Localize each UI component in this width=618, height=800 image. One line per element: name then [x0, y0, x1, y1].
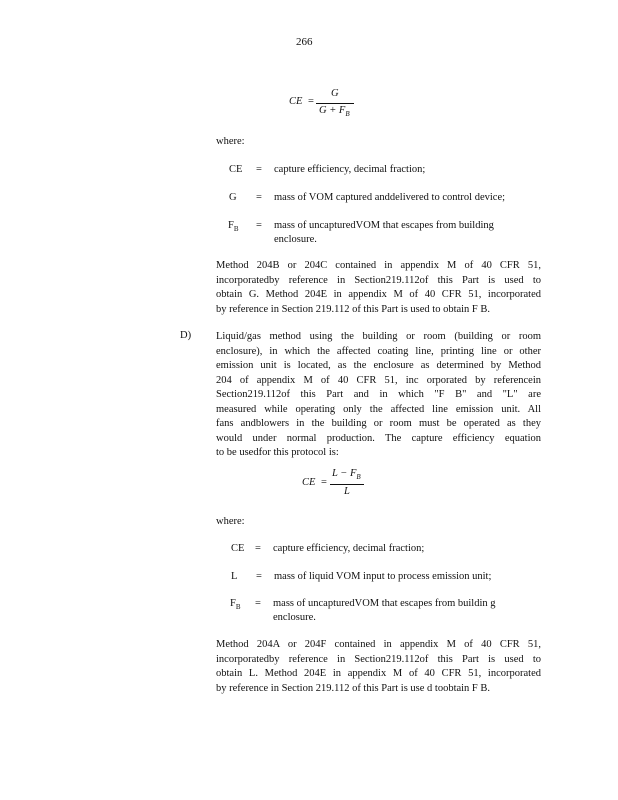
- def-text: mass of liquid VOM input to process emission unit;: [274, 571, 492, 582]
- fraction-bar: [316, 103, 354, 104]
- def-symbol: CE: [229, 164, 243, 175]
- def-equals: =: [256, 571, 262, 582]
- def-symbol: G: [229, 192, 237, 203]
- text-line: measured while operating only the affected line emission unit. All: [216, 403, 541, 415]
- text-line: enclosure), in which the affected coating line, printing line or other: [216, 345, 541, 357]
- def-equals: =: [256, 220, 262, 231]
- page-number: 266: [296, 36, 313, 48]
- def-symbol: $F_B$: [228, 220, 239, 234]
- def-symbol: L: [231, 571, 238, 582]
- formula-equals: =: [308, 96, 314, 107]
- formula-numerator: $L - F_B$: [332, 468, 361, 482]
- text-line: Method 204A or 204F contained in appendix M of 40 CFR 51,: [216, 639, 541, 650]
- item-label-d: D): [180, 330, 192, 341]
- text-line: emission unit is located, as the enclosure as determined by Method: [216, 360, 541, 371]
- def-symbol: $F_B$: [230, 598, 241, 612]
- def-text: mass of VOM captured anddelivered to control device;: [274, 192, 506, 203]
- text-line: by reference in Section 219.112 of this Part is used to obtain F B.: [216, 303, 491, 315]
- text-line: by reference in Section 219.112 of this Part is use d toobtain F B.: [216, 682, 491, 694]
- text-line: Method 204B or 204C contained in appendix M of 40 CFR 51,: [216, 260, 541, 271]
- method-paragraph-1: [216, 259, 541, 317]
- def-text: capture efficiency, decimal fraction;: [273, 543, 425, 554]
- formula-lhs: CE: [302, 477, 316, 488]
- def-text: enclosure.: [273, 612, 316, 623]
- def-text: enclosure.: [274, 234, 317, 245]
- def-symbol: CE: [231, 543, 245, 554]
- formula-denominator: L: [344, 486, 350, 497]
- formula-lhs: CE: [289, 96, 303, 107]
- where-label: where:: [216, 136, 245, 147]
- formula-numerator: G: [331, 88, 339, 99]
- capture-efficiency-formula-2: [300, 468, 380, 502]
- where-label: where:: [216, 516, 245, 527]
- def-equals: =: [256, 192, 262, 203]
- text-line: 204 of appendix M of 40 CFR 51, inc orporated by referencein: [216, 374, 541, 386]
- text-line: incorporatedby reference in Section219.112of this Part is used to: [216, 653, 541, 665]
- def-text: mass of uncapturedVOM that escapes from buildin g: [273, 598, 496, 609]
- text-line: to be usedfor this protocol is:: [216, 447, 339, 458]
- def-text: mass of uncapturedVOM that escapes from building: [274, 220, 494, 231]
- def-equals: =: [256, 164, 262, 175]
- def-equals: =: [255, 543, 261, 554]
- text-line: Section219.112of this Part and in which "F B" and "L" are: [216, 389, 541, 400]
- def-text: capture efficiency, decimal fraction;: [274, 164, 426, 175]
- text-line: Liquid/gas method using the building or room (building or room: [216, 331, 541, 342]
- liquid-gas-method-paragraph: [216, 330, 541, 461]
- method-paragraph-2: [216, 638, 541, 696]
- def-equals: =: [255, 598, 261, 609]
- text-line: obtain G. Method 204E in appendix M of 40 CFR 51, incorporated: [216, 289, 541, 300]
- text-line: obtain L. Method 204E in appendix M of 40 CFR 51, incorporated: [216, 668, 541, 679]
- fraction-bar: [330, 484, 364, 485]
- text-line: would under normal production. The capture efficiency equation: [216, 432, 541, 444]
- text-line: fans andblowers in the building or room must be operated as they: [216, 418, 541, 429]
- capture-efficiency-formula-1: [286, 88, 366, 122]
- text-line: incorporatedby reference in Section219.112of this Part is used to: [216, 274, 541, 286]
- formula-denominator: $G + F_B$: [319, 105, 350, 119]
- formula-equals: =: [321, 477, 327, 488]
